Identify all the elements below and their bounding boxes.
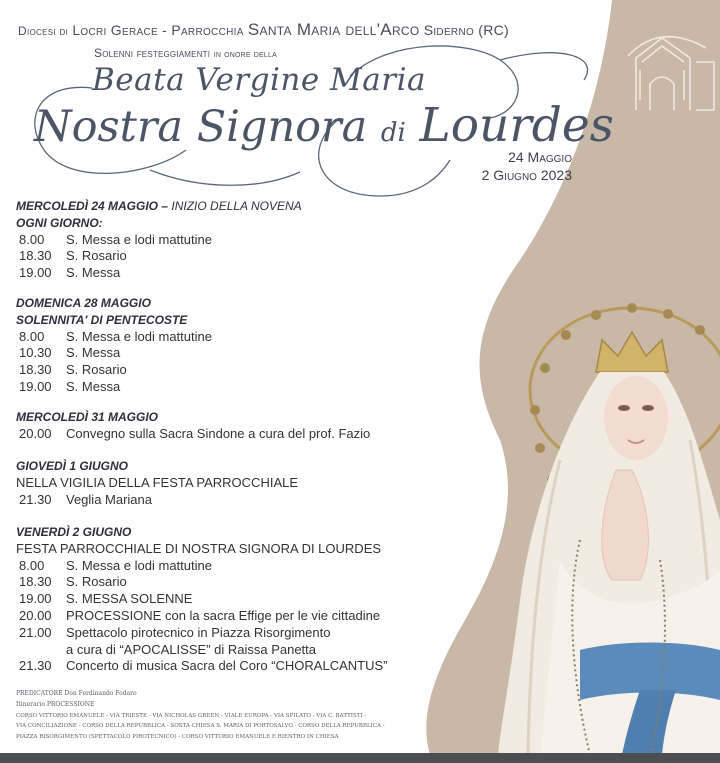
schedule-desc: S. MESSA SOLENNE	[66, 591, 193, 607]
section-heading: MERCOLEDÌ 31 MAGGIO	[16, 410, 159, 424]
schedule-row	[16, 558, 387, 575]
schedule-desc: a cura di “APOCALISSE” di Raissa Panetta	[66, 641, 317, 657]
schedule-desc: Convegno sulla Sacra Sindone a cura del prof. Fazio	[66, 425, 371, 441]
program-section-5	[16, 524, 387, 675]
schedule-time: 20.00	[19, 425, 52, 441]
program-section-1	[16, 198, 302, 282]
header-diocese-line	[18, 20, 509, 40]
schedule-time: 8.00	[19, 328, 45, 344]
schedule-time: 18.30	[19, 362, 52, 378]
schedule-desc: S. Rosario	[66, 362, 127, 378]
date-start: 24 Maggio	[508, 149, 572, 165]
schedule-row	[16, 658, 387, 675]
section-heading	[16, 198, 302, 215]
schedule-time: 21.30	[19, 658, 52, 674]
section-heading: GIOVEDÌ 1 GIUGNO	[16, 459, 129, 473]
schedule-time: 21.00	[19, 624, 52, 640]
schedule-desc: S. Messa e lodi mattutine	[66, 557, 212, 573]
diocese-name: Locri Gerace	[72, 22, 158, 38]
schedule-desc: S. Rosario	[66, 574, 127, 590]
diocese-prefix: Diocesi di	[18, 24, 69, 38]
section-heading-date: MERCOLEDÌ 24 MAGGIO –	[16, 199, 169, 213]
schedule-desc: Spettacolo pirotecnico in Piazza Risorgimento	[66, 624, 331, 640]
header-dash: -	[162, 22, 168, 38]
program-section-2	[16, 295, 212, 396]
schedule-row	[16, 426, 370, 443]
program-section-4	[16, 458, 298, 508]
schedule-desc: S. Rosario	[66, 248, 127, 264]
schedule-time: 10.30	[19, 345, 52, 361]
program-section-3	[16, 409, 370, 443]
schedule-row	[16, 492, 298, 509]
schedule-row	[16, 248, 302, 265]
schedule-row	[16, 265, 302, 282]
schedule-row	[16, 591, 387, 608]
schedule-row	[16, 608, 387, 625]
section-subheading: SOLENNITA' DI PENTECOSTE	[16, 312, 188, 327]
footer-procession-info	[16, 689, 396, 743]
schedule-desc: S. Messa	[66, 265, 121, 281]
schedule-row	[16, 379, 212, 396]
section-heading: DOMENICA 28 MAGGIO	[16, 296, 151, 310]
schedule-time: 19.00	[19, 265, 52, 281]
section-title-plain: NELLA VIGILIA DELLA FESTA PARROCCHIALE	[16, 474, 299, 490]
schedule-row	[16, 345, 212, 362]
parish-prefix: Parrocchia	[171, 22, 244, 38]
schedule-time: 20.00	[19, 607, 52, 623]
celebrations: Solenni festeggiamenti	[94, 46, 211, 60]
section-title-plain: FESTA PARROCCHIALE DI NOSTRA SIGNORA DI LOURDES	[16, 540, 382, 556]
schedule-desc: S. Messa	[66, 345, 121, 361]
schedule-desc: S. Messa e lodi mattutine	[66, 328, 212, 344]
schedule-desc: Concerto di musica Sacra del Coro “CHORALCANTUS”	[66, 658, 388, 674]
footer-preacher: PREDICATORE Don Ferdinando Fodaro	[16, 690, 137, 697]
schedule-time: 8.00	[19, 231, 45, 247]
schedule-desc: S. Messa e lodi mattutine	[66, 231, 212, 247]
schedule-row	[16, 329, 212, 346]
date-end: 2 Giugno 2023	[481, 167, 572, 183]
town: Siderno (RC)	[423, 22, 509, 38]
parish-name: Santa Maria dell'Arco	[247, 20, 420, 39]
schedule-time: 18.30	[19, 574, 52, 590]
title-part-a: Nostra Signora	[34, 102, 368, 152]
schedule-row	[16, 362, 212, 379]
schedule-row	[16, 574, 387, 591]
section-heading: VENERDÌ 2 GIUGNO	[16, 525, 132, 539]
schedule-time: 18.30	[19, 248, 52, 264]
section-heading-note: INIZIO DELLA NOVENA	[171, 199, 302, 213]
schedule-time: 19.00	[19, 378, 52, 394]
title-beata-vergine: Beata Vergine Maria	[92, 62, 426, 98]
footer-route-line: VIA CONCILIAZIONE - CORSO DELLA REPUBBLICA - SOSTA CHIESA S. MARIA DI PORTOSALVO - CORSO DELLA REPUBBLICA -	[16, 723, 385, 730]
schedule-desc: PROCESSIONE con la sacra Effige per le vie cittadine	[66, 607, 381, 623]
schedule-desc: Veglia Mariana	[66, 491, 152, 507]
schedule-time: 21.30	[19, 491, 52, 507]
footer-route-line: PIAZZA RISORGIMENTO (SPETTACOLO PIROTECNICO) - CORSO VITTORIO EMANUELE E RIENTRO IN CHIESA	[16, 734, 339, 741]
schedule-row	[16, 232, 302, 249]
bottom-bar	[0, 753, 720, 763]
footer-route-line: CORSO VITTORIO EMANUELE - VIA TRIESTE - VIA NICHOLAS GREEN - VIALE EUROPA - VIA SPILATO - VIA C. BATTISTI -	[16, 712, 367, 719]
schedule-time: 19.00	[19, 591, 52, 607]
footer-itinerary-label: Itinerario PROCESSIONE	[16, 700, 95, 708]
schedule-row	[16, 625, 387, 642]
event-dates	[482, 148, 572, 184]
title-nostra-signora	[34, 98, 614, 153]
schedule-desc: S. Messa	[66, 378, 121, 394]
title-part-b: di	[380, 118, 406, 148]
schedule-time: 8.00	[19, 557, 45, 573]
schedule-row	[16, 642, 387, 659]
title-part-c: Lourdes	[419, 98, 614, 153]
in-honor: in onore della	[213, 49, 277, 60]
header-celebrations-line	[94, 46, 277, 60]
section-subheading: OGNI GIORNO:	[16, 215, 103, 230]
